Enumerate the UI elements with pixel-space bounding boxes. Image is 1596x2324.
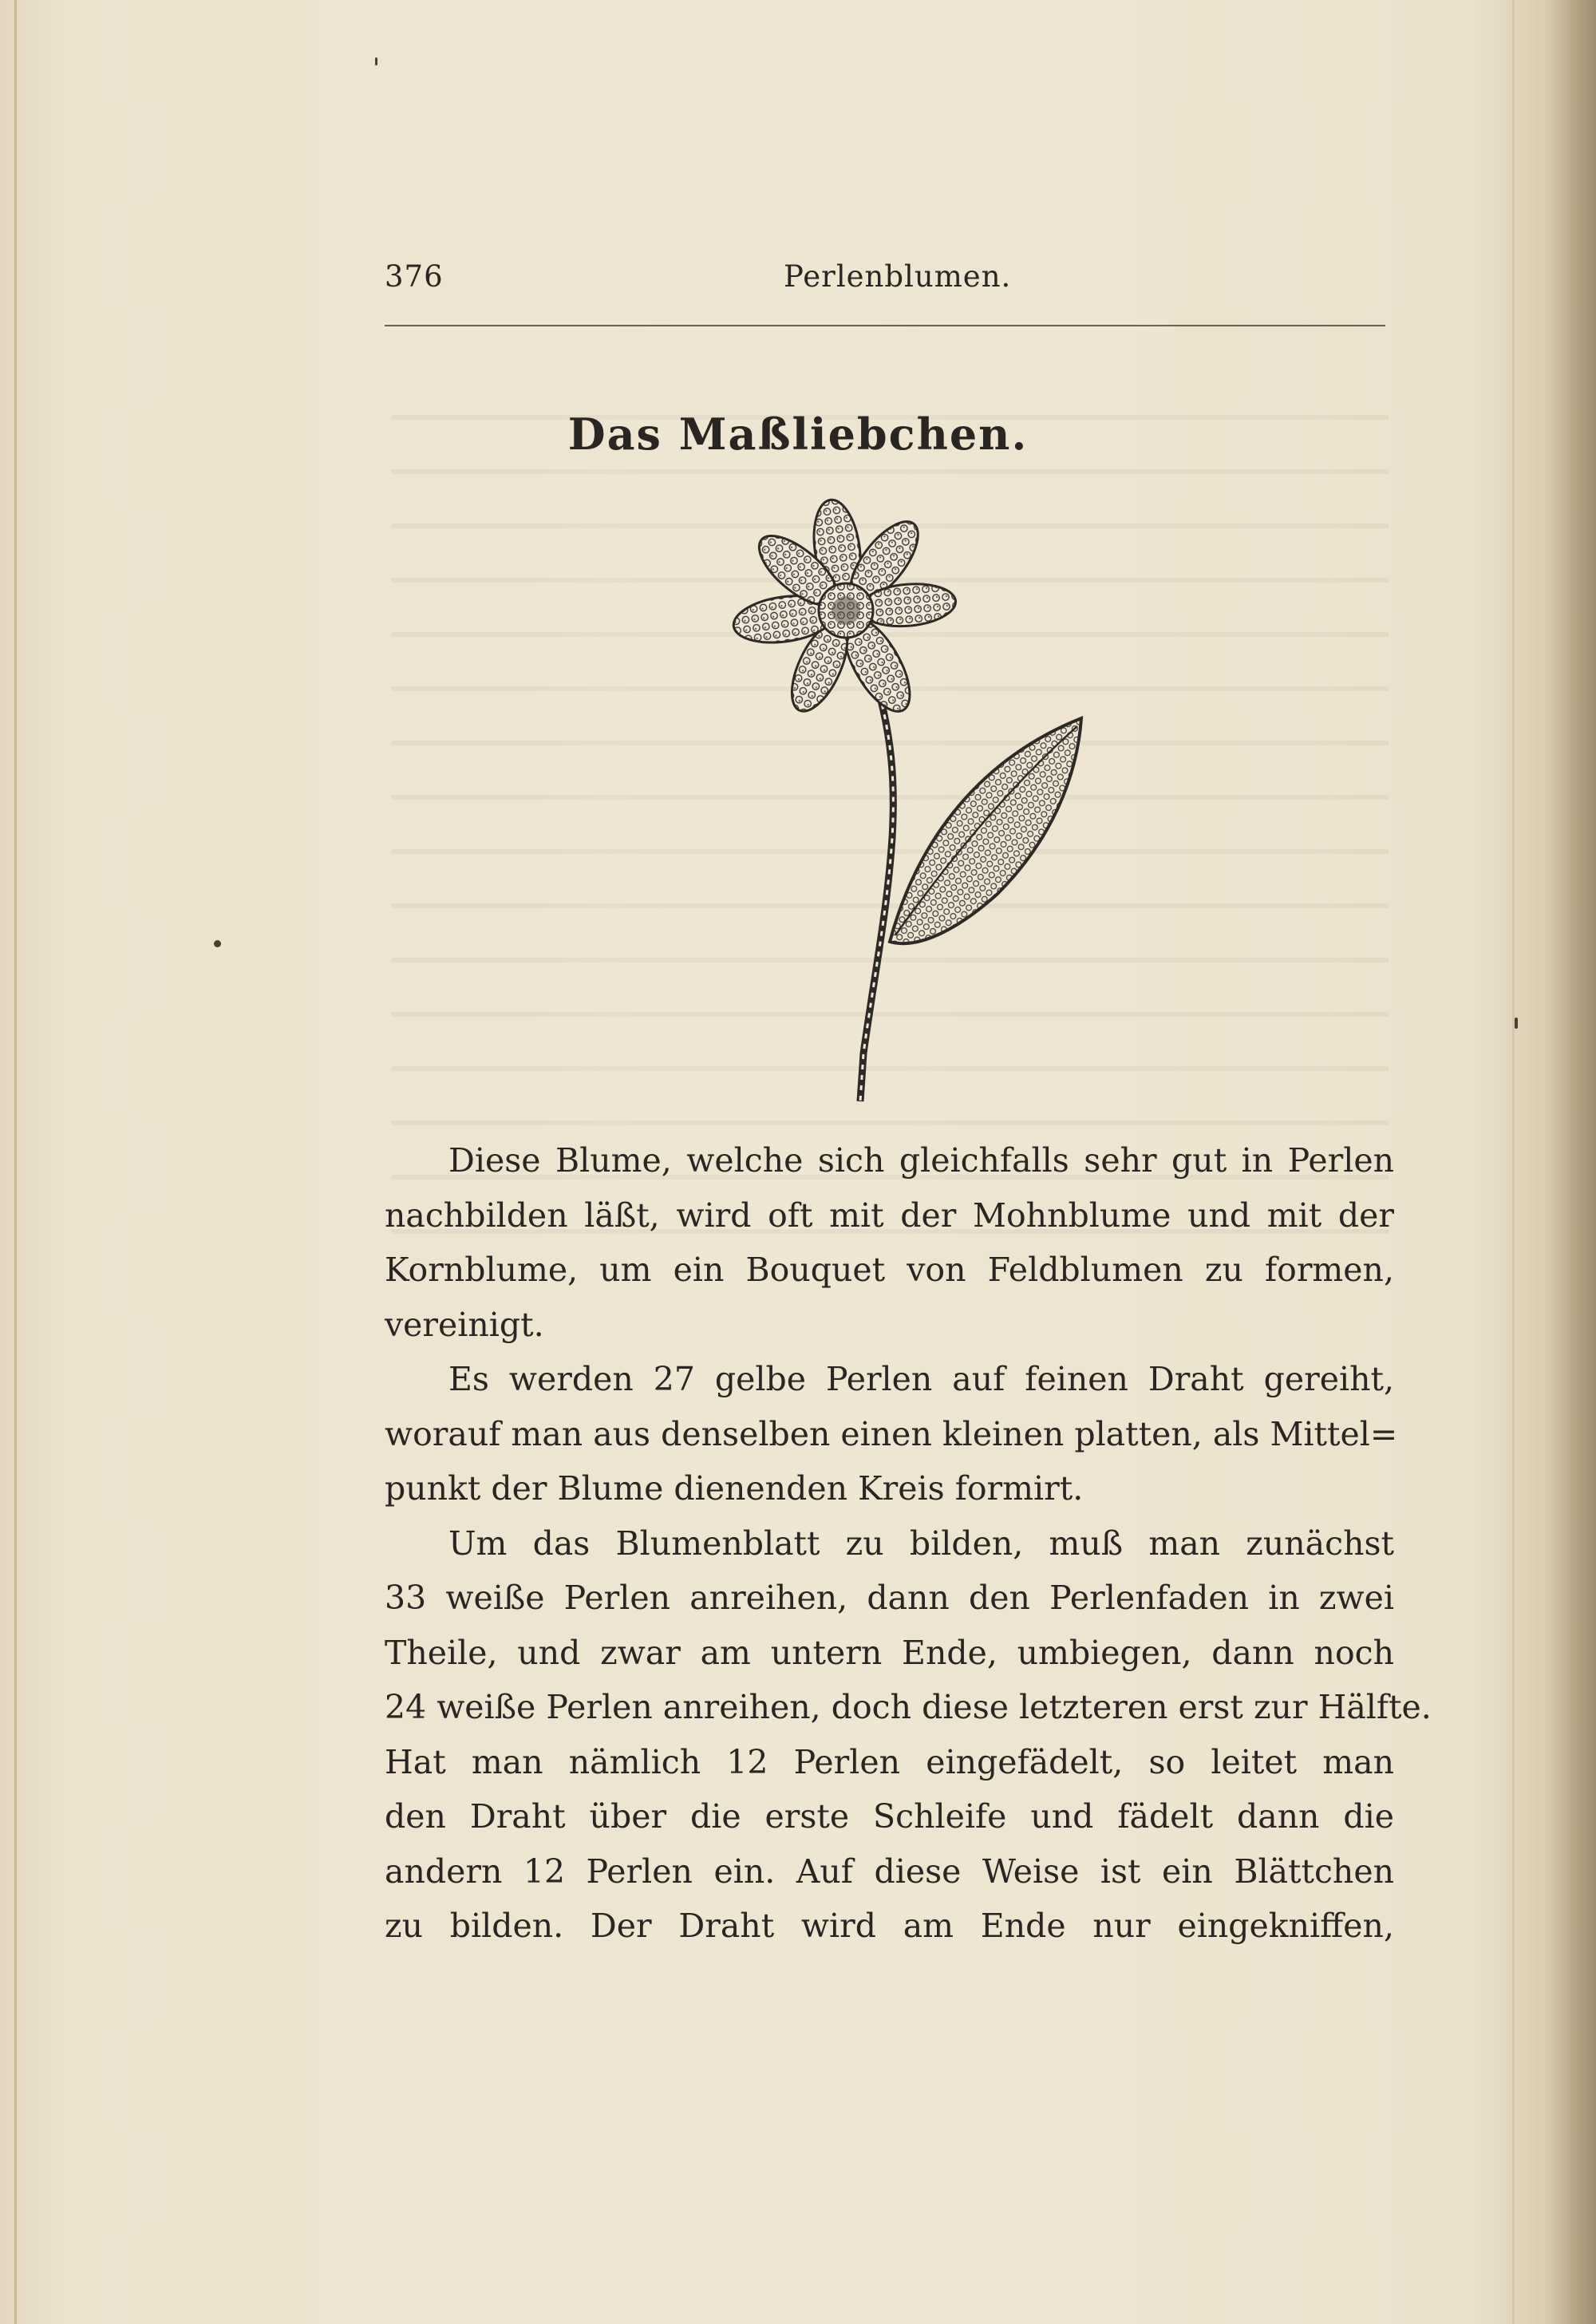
paragraph-1 [385, 1133, 1394, 1352]
text-line: nachbilden läßt, wird oft mit der Mohnblume und mit der [385, 1196, 1394, 1235]
text-line: Es werden 27 gelbe Perlen auf feinen Draht gereiht, [448, 1360, 1394, 1398]
ink-speck [1515, 1018, 1518, 1029]
text-line: Theile, und zwar am untern Ende, umbiegen, dann noch [385, 1633, 1394, 1672]
page-number: 376 [385, 259, 444, 294]
text-line: punkt der Blume dienenden Kreis formirt. [385, 1469, 1084, 1508]
page-edge-left [14, 0, 17, 2324]
text-line: Hat man nämlich 12 Perlen eingefädelt, so leitet man [385, 1742, 1394, 1781]
text-line: den Draht über die erste Schleife und fädelt dann die [385, 1797, 1394, 1836]
text-line: 33 weiße Perlen anreihen, dann den Perlenfaden in zwei [385, 1579, 1394, 1617]
pearl-daisy-illustration [678, 495, 1093, 1117]
ink-speck [214, 940, 221, 947]
text-line: vereinigt. [385, 1305, 544, 1344]
running-title: Perlenblumen. [784, 259, 1012, 294]
text-line: zu bilden. Der Draht wird am Ende nur eingekniffen, [385, 1907, 1394, 1945]
text-line: andern 12 Perlen ein. Auf diese Weise ist ein Blättchen [385, 1852, 1394, 1891]
text-line: Diese Blume, welche sich gleichfalls sehr gut in Perlen [448, 1141, 1394, 1180]
header-rule [385, 325, 1385, 326]
page-edge-right [1512, 0, 1515, 2324]
body-text [385, 1133, 1432, 1954]
text-line: Um das Blumenblatt zu bilden, muß man zunächst [448, 1524, 1394, 1563]
text-line: Kornblume, um ein Bouquet von Feldblumen zu formen, [385, 1251, 1394, 1289]
ink-speck [375, 57, 377, 65]
text-line: worauf man aus denselben einen kleinen platten, als Mittel= [385, 1414, 1398, 1453]
flower-head [730, 496, 957, 721]
section-title: Das Maßliebchen. [567, 409, 1029, 460]
page-edge-shadow [1548, 0, 1596, 2324]
paragraph-3 [385, 1516, 1432, 1954]
paragraph-2 [385, 1352, 1398, 1516]
text-line: 24 weiße Perlen anreihen, doch diese letzteren erst zur Hälfte. [385, 1688, 1432, 1726]
page-header [385, 259, 1385, 307]
leaf-shape [890, 718, 1081, 943]
